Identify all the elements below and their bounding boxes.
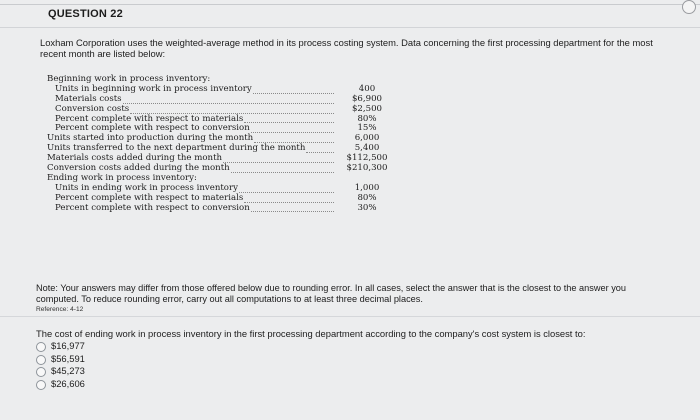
data-row-label: Percent complete with respect to conversion: [55, 202, 250, 213]
data-row-value: 30%: [357, 202, 377, 213]
answer-option-label: $16,977: [51, 340, 85, 351]
question-intro: Loxham Corporation uses the weighted-average method in its process costing system. Data concerning the first processing department for the most recent month are listed below:: [40, 37, 653, 59]
data-row-label: Units transferred to the next department during the month: [47, 143, 306, 154]
data-table: [47, 75, 397, 213]
leader-dots: [251, 202, 334, 213]
data-row-label: Ending work in process inventory:: [47, 172, 197, 183]
data-row-value: $6,900: [351, 93, 383, 104]
reference-label: Reference: 4-12: [36, 306, 84, 313]
data-row-value: 6,000: [354, 133, 380, 144]
leader-dots: [231, 162, 334, 173]
circle-icon[interactable]: [682, 0, 696, 14]
divider: [0, 27, 700, 28]
data-row-value: $2,500: [351, 103, 383, 114]
data-row-label: Units started into production during the month: [47, 133, 254, 144]
data-row-label: Conversion costs: [55, 103, 130, 114]
data-row-label: Percent complete with respect to materials: [55, 113, 244, 124]
answer-option-label: $56,591: [51, 352, 85, 364]
data-row-value: 1,000: [354, 182, 380, 193]
radio-button[interactable]: [36, 367, 46, 377]
data-row-value: 80%: [357, 113, 377, 124]
data-row-value: 80%: [357, 192, 377, 203]
data-row: [47, 204, 397, 214]
data-row-label: Percent complete with respect to materials: [55, 192, 244, 203]
radio-button[interactable]: [36, 355, 46, 365]
data-row-label: Conversion costs added during the month: [47, 163, 230, 174]
divider: [0, 316, 700, 317]
data-row-value: 15%: [357, 123, 377, 134]
data-row-label: Materials costs: [55, 93, 122, 104]
radio-button[interactable]: [36, 342, 46, 352]
data-row-label: Percent complete with respect to conversion: [55, 123, 250, 134]
rounding-note: Note: Your answers may differ from those offered below due to rounding error. In all cases, select the answer that is the closest to the answer you computed. To reduce rounding error, carry out all computations to at least three decimal places.: [36, 283, 627, 304]
data-row-value: $112,500: [346, 153, 388, 164]
answer-option-label: $45,273: [51, 365, 85, 377]
answer-option-label: $26,606: [51, 377, 85, 389]
data-row-label: Beginning work in process inventory:: [47, 74, 211, 84]
question-title: QUESTION 22: [48, 8, 123, 20]
data-row-label: Units in ending work in process inventory: [55, 182, 238, 193]
top-border: [0, 4, 700, 5]
data-row-value: $210,300: [346, 163, 388, 174]
data-row-label: Units in beginning work in process inventory: [55, 83, 252, 94]
radio-button[interactable]: [36, 380, 46, 390]
data-row-value: 400: [358, 83, 376, 94]
data-row-label: Materials costs added during the month: [47, 153, 223, 164]
data-row-value: 5,400: [354, 143, 380, 154]
question-prompt: The cost of ending work in process inventory in the first processing department according to the company's cost system is closest to:: [36, 328, 586, 339]
